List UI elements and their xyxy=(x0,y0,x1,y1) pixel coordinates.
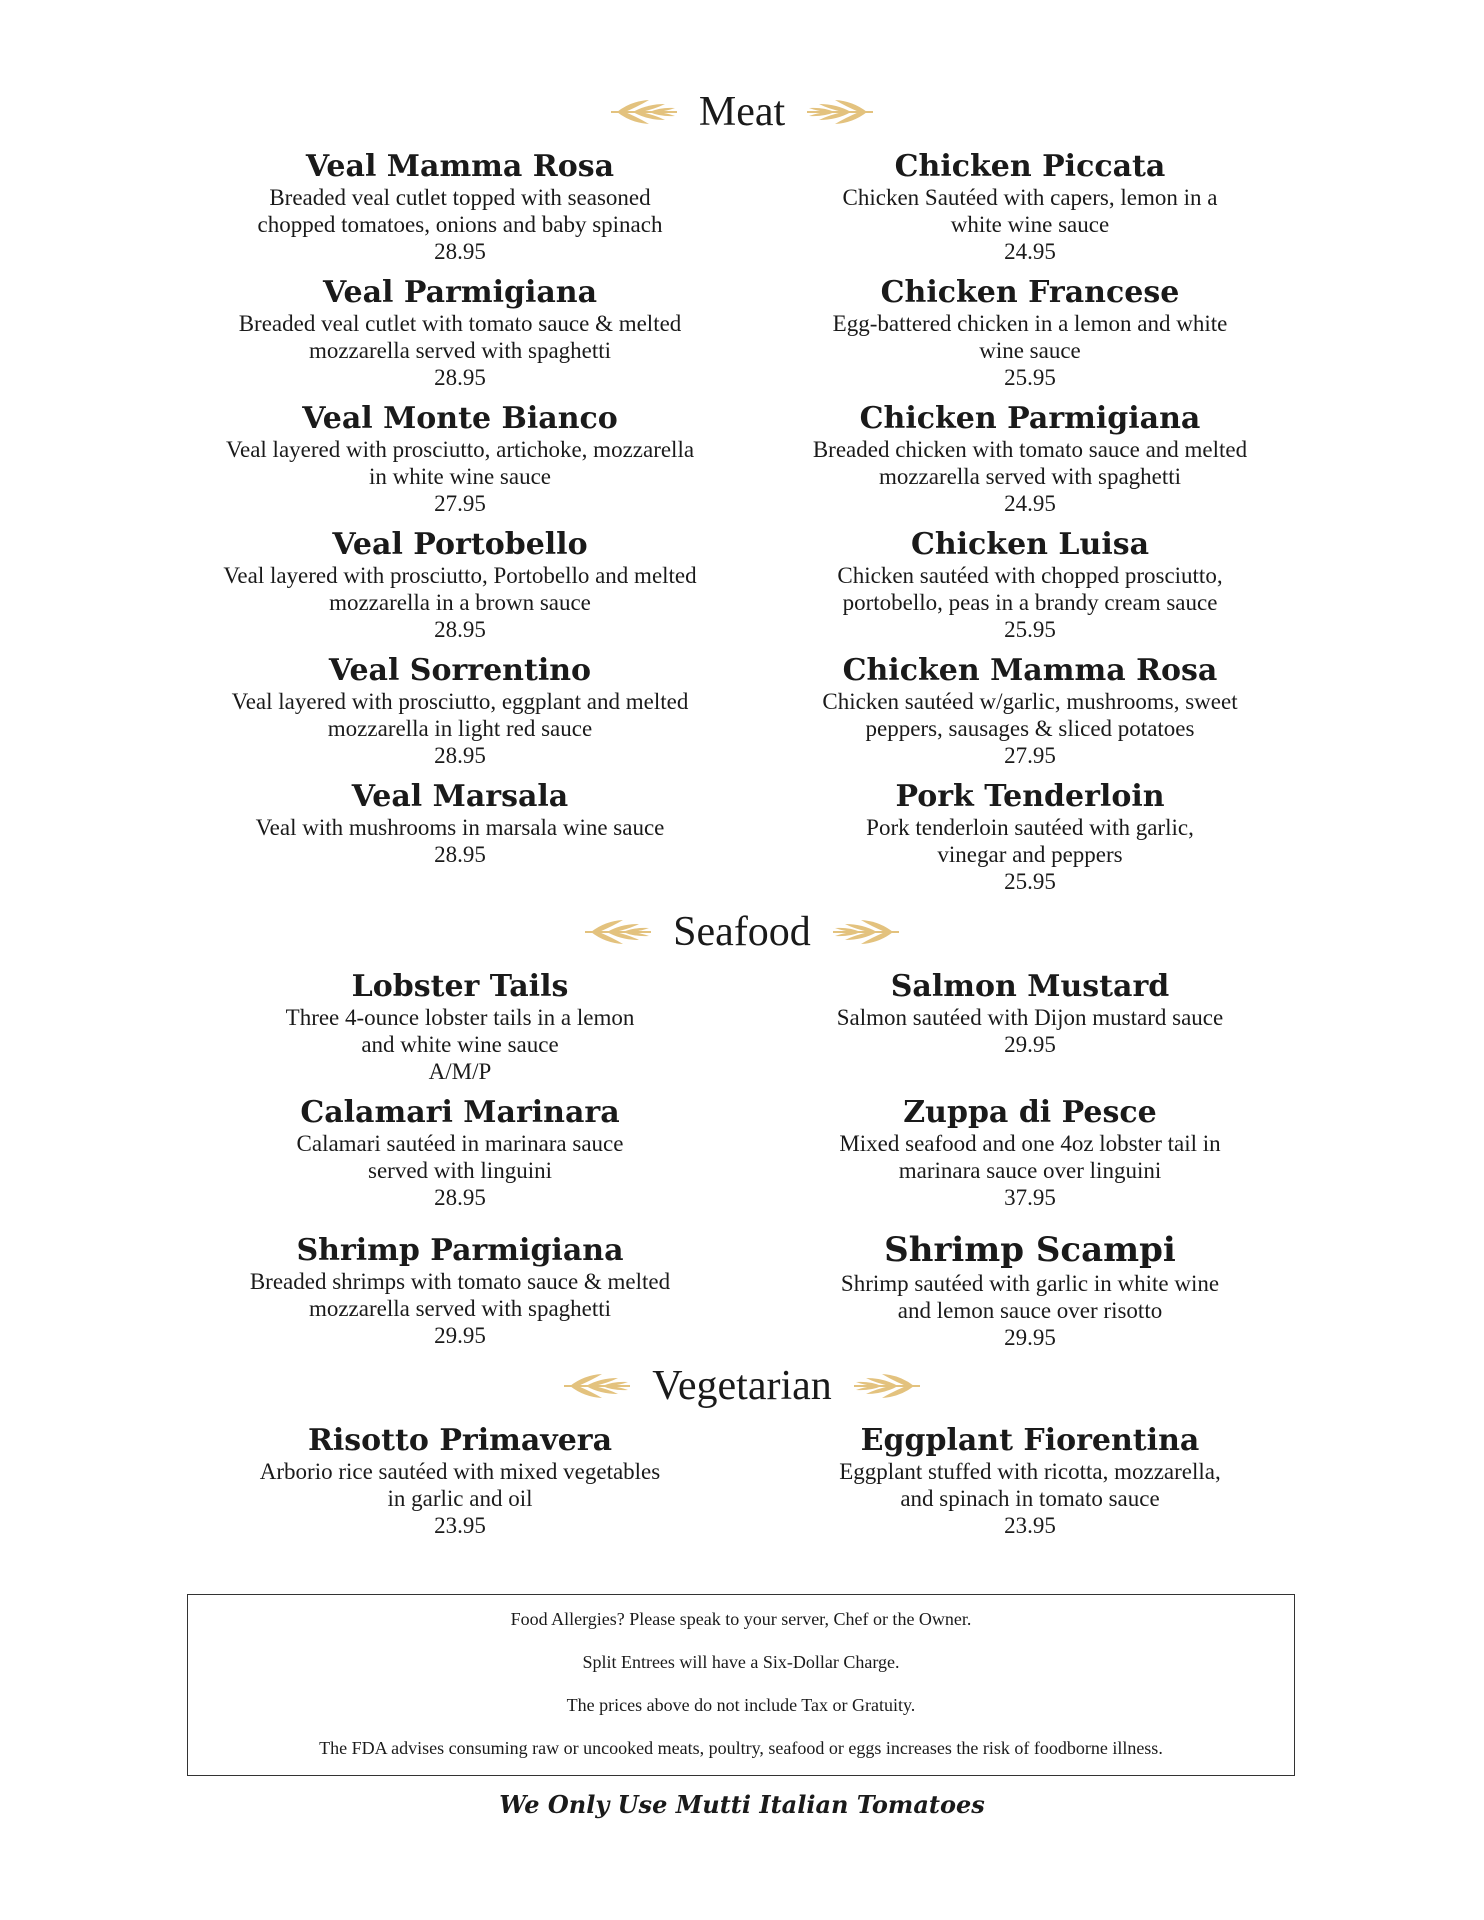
item-price: 28.95 xyxy=(434,239,486,264)
item-description: Salmon sautéed with Dijon mustard sauce xyxy=(836,1005,1224,1030)
item-description: and spinach in tomato sauce xyxy=(900,1486,1160,1511)
item-description: Arborio rice sautéed with mixed vegetables xyxy=(259,1459,661,1484)
wheat-right-icon xyxy=(831,915,901,949)
menu-item xyxy=(740,654,1320,769)
meat-heading xyxy=(0,88,1484,136)
menu-item xyxy=(740,150,1320,265)
item-price: 29.95 xyxy=(434,1323,486,1348)
item-description: Chicken sautéed with chopped prosciutto, xyxy=(837,563,1223,588)
section-title: Meat xyxy=(698,89,786,135)
item-name: Chicken Piccata xyxy=(894,149,1166,184)
item-name: Eggplant Fiorentina xyxy=(860,1423,1200,1458)
item-price: 25.95 xyxy=(1004,869,1056,894)
item-description: served with linguini xyxy=(368,1158,552,1183)
item-price: 29.95 xyxy=(1004,1032,1056,1057)
menu-item xyxy=(740,1096,1320,1211)
wheat-right-icon xyxy=(852,1369,922,1403)
item-description: Eggplant stuffed with ricotta, mozzarella, xyxy=(839,1459,1221,1484)
item-name: Chicken Parmigiana xyxy=(859,401,1201,436)
notice-box xyxy=(187,1594,1295,1776)
item-price: 37.95 xyxy=(1004,1185,1056,1210)
menu-item xyxy=(170,150,750,265)
item-price: 29.95 xyxy=(1004,1325,1056,1350)
item-name: Lobster Tails xyxy=(351,969,569,1004)
menu-item xyxy=(170,970,750,1085)
item-name: Pork Tenderloin xyxy=(895,779,1165,814)
item-name: Veal Sorrentino xyxy=(328,653,592,688)
item-description: Breaded shrimps with tomato sauce & melted xyxy=(249,1269,671,1294)
tagline: We Only Use Mutti Italian Tomatoes xyxy=(499,1790,985,1819)
item-price: 28.95 xyxy=(434,842,486,867)
item-name: Chicken Francese xyxy=(880,275,1180,310)
item-description: Breaded veal cutlet with tomato sauce & melted xyxy=(238,311,682,336)
wheat-left-icon xyxy=(562,1369,632,1403)
item-description: Veal layered with prosciutto, artichoke, mozzarella xyxy=(225,437,695,462)
item-price: 24.95 xyxy=(1004,239,1056,264)
item-price: 24.95 xyxy=(1004,491,1056,516)
item-description: Chicken Sautéed with capers, lemon in a xyxy=(842,185,1218,210)
item-description: in white wine sauce xyxy=(368,464,552,489)
item-description: Breaded veal cutlet topped with seasoned xyxy=(269,185,651,210)
item-price: 28.95 xyxy=(434,365,486,390)
menu-item xyxy=(740,970,1320,1058)
item-name: Chicken Mamma Rosa xyxy=(842,653,1218,688)
item-description: mozzarella served with spaghetti xyxy=(878,464,1182,489)
item-description: marinara sauce over linguini xyxy=(898,1158,1162,1183)
item-description: wine sauce xyxy=(979,338,1081,363)
section-title: Vegetarian xyxy=(652,1363,832,1409)
item-description: and lemon sauce over risotto xyxy=(897,1298,1163,1323)
menu-item xyxy=(740,528,1320,643)
menu-item xyxy=(170,276,750,391)
item-name: Veal Marsala xyxy=(351,779,569,814)
item-price: 23.95 xyxy=(434,1513,486,1538)
menu-item xyxy=(740,1230,1320,1351)
menu-item xyxy=(740,780,1320,895)
item-description: portobello, peas in a brandy cream sauce xyxy=(842,590,1218,615)
item-price: 25.95 xyxy=(1004,617,1056,642)
menu-item xyxy=(740,402,1320,517)
item-description: mozzarella in light red sauce xyxy=(327,716,593,741)
menu-item xyxy=(170,1234,750,1349)
item-name: Veal Monte Bianco xyxy=(302,401,618,436)
notice-split-charge: Split Entrees will have a Six-Dollar Charge. xyxy=(582,1652,900,1672)
notice-fda: The FDA advises consuming raw or uncooked meats, poultry, seafood or eggs increases the risk of foodborne illness. xyxy=(319,1738,1163,1758)
section-title: Seafood xyxy=(673,909,811,955)
item-name: Salmon Mustard xyxy=(890,969,1170,1004)
menu-item xyxy=(170,528,750,643)
notice-allergies: Food Allergies? Please speak to your server, Chef or the Owner. xyxy=(510,1609,972,1629)
wheat-right-icon xyxy=(805,95,875,129)
menu-item xyxy=(740,1424,1320,1539)
menu-item xyxy=(170,780,750,868)
item-description: Veal with mushrooms in marsala wine sauce xyxy=(255,815,665,840)
item-description: Shrimp sautéed with garlic in white wine xyxy=(840,1271,1220,1296)
item-name: Veal Mamma Rosa xyxy=(305,149,615,184)
item-description: chopped tomatoes, onions and baby spinach xyxy=(257,212,663,237)
item-name: Chicken Luisa xyxy=(910,527,1150,562)
item-description: Pork tenderloin sautéed with garlic, xyxy=(866,815,1194,840)
item-description: Veal layered with prosciutto, eggplant and melted xyxy=(231,689,689,714)
item-description: Chicken sautéed w/garlic, mushrooms, sweet xyxy=(822,689,1238,714)
item-price: 25.95 xyxy=(1004,365,1056,390)
item-description: vinegar and peppers xyxy=(937,842,1123,867)
item-description: white wine sauce xyxy=(950,212,1110,237)
item-description: mozzarella served with spaghetti xyxy=(308,338,612,363)
item-name: Shrimp Parmigiana xyxy=(296,1233,624,1268)
item-name: Shrimp Scampi xyxy=(884,1230,1176,1270)
item-description: in garlic and oil xyxy=(387,1486,533,1511)
menu-item xyxy=(740,276,1320,391)
item-description: Egg-battered chicken in a lemon and white xyxy=(832,311,1228,336)
seafood-heading xyxy=(0,908,1484,956)
item-description: Three 4-ounce lobster tails in a lemon xyxy=(285,1005,635,1030)
notice-tax: The prices above do not include Tax or Gratuity. xyxy=(566,1695,916,1715)
menu-item xyxy=(170,1096,750,1211)
item-name: Risotto Primavera xyxy=(307,1423,613,1458)
item-description: mozzarella in a brown sauce xyxy=(329,590,591,615)
item-description: Calamari sautéed in marinara sauce xyxy=(296,1131,624,1156)
item-name: Veal Portobello xyxy=(332,527,588,562)
item-description: mozzarella served with spaghetti xyxy=(308,1296,612,1321)
menu-item xyxy=(170,654,750,769)
item-price: 27.95 xyxy=(434,491,486,516)
item-name: Zuppa di Pesce xyxy=(903,1095,1157,1130)
vegetarian-heading xyxy=(0,1362,1484,1410)
item-price: 28.95 xyxy=(434,1185,486,1210)
item-name: Veal Parmigiana xyxy=(322,275,598,310)
item-description: peppers, sausages & sliced potatoes xyxy=(865,716,1195,741)
item-description: Veal layered with prosciutto, Portobello and melted xyxy=(223,563,697,588)
item-price: 27.95 xyxy=(1004,743,1056,768)
item-price: 28.95 xyxy=(434,617,486,642)
menu-item xyxy=(170,402,750,517)
item-description: Breaded chicken with tomato sauce and melted xyxy=(812,437,1248,462)
wheat-left-icon xyxy=(609,95,679,129)
wheat-left-icon xyxy=(583,915,653,949)
item-price: A/M/P xyxy=(428,1059,492,1084)
menu-item xyxy=(170,1424,750,1539)
item-name: Calamari Marinara xyxy=(300,1095,620,1130)
item-description: and white wine sauce xyxy=(361,1032,559,1057)
item-price: 28.95 xyxy=(434,743,486,768)
item-description: Mixed seafood and one 4oz lobster tail in xyxy=(839,1131,1221,1156)
item-price: 23.95 xyxy=(1004,1513,1056,1538)
